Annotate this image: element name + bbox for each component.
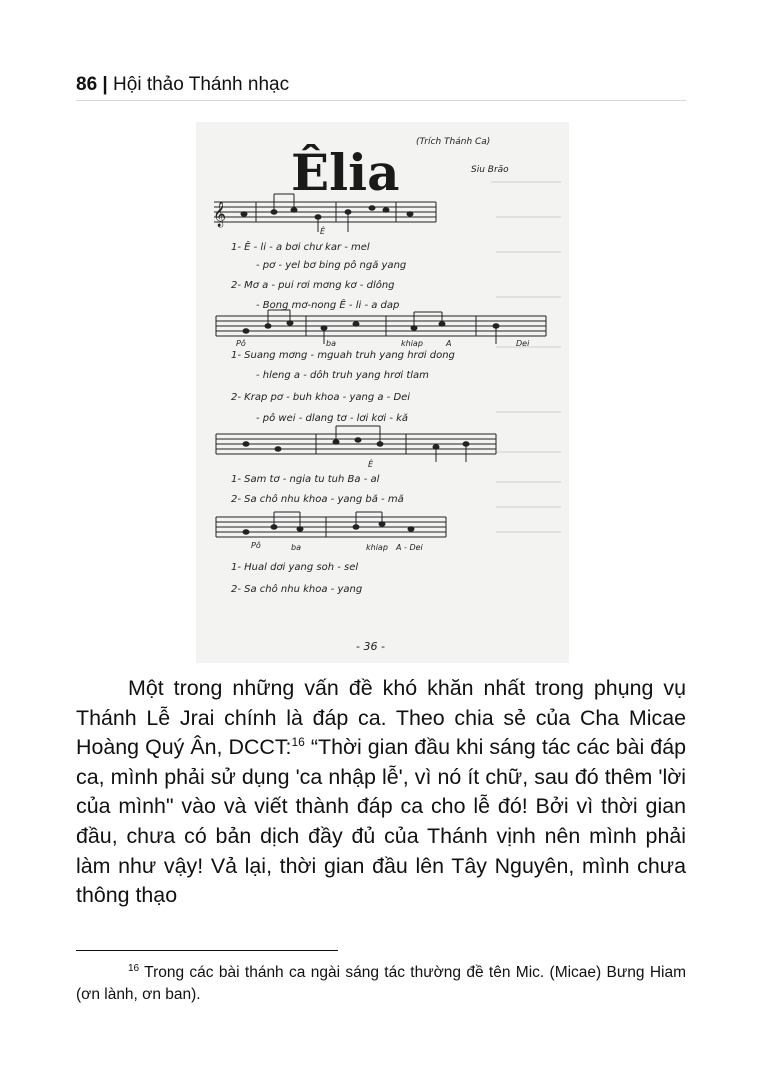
footnote-divider xyxy=(76,950,338,951)
bleed-through-marks xyxy=(491,182,561,532)
sheet-music-image xyxy=(196,122,569,663)
lyric-line: 1- Hual dơi yang soh - sel xyxy=(231,562,359,573)
lyric-line: 1- Suang mơng - mguah truh yang hrơi dong xyxy=(231,350,455,361)
treble-clef-icon: 𝄞 xyxy=(213,201,227,226)
chord-mark: Ê xyxy=(368,460,374,469)
chord-mark: khiap xyxy=(401,339,423,348)
lyric-line: - pơ - yel bơ bing pô ngă yang xyxy=(256,260,407,271)
page-number: 86 xyxy=(76,74,98,95)
scan-page-marker: - 36 - xyxy=(356,640,385,653)
footnote-reference[interactable]: 16 xyxy=(291,735,305,750)
lyric-line: 1- Ê - li - a bơi chư kar - mel xyxy=(231,242,370,253)
staff-2-notes xyxy=(243,310,499,344)
chord-mark: Pô xyxy=(251,541,261,550)
footnote xyxy=(76,962,686,1006)
chord-mark: ba xyxy=(291,543,301,552)
staff-3 xyxy=(216,434,496,454)
lyric-line: 2- Sa chô nhu khoa - yang xyxy=(231,584,363,595)
paragraph-text-start: Một trong những vấn đề khó khăn nhất trong phụng vụ Thánh Lễ Jrai chính là đáp ca. Theo chia sẻ của Cha Micae Hoàng Quý Ân, DCCT: xyxy=(76,676,686,760)
lyric-line: 2- Sa chô nhu khoa - yang bă - mă xyxy=(231,494,404,505)
lyric-line: 2- Mơ a - pui rơi mơng kơ - dlông xyxy=(231,280,395,291)
body-paragraph xyxy=(76,674,686,911)
composer-tag: Siu Brão xyxy=(471,165,509,175)
running-header xyxy=(76,74,686,101)
lyric-line: 2- Krap pơ - buh khoa - yang a - Dei xyxy=(231,392,411,403)
paragraph-text-end: “Thời gian đầu khi sáng tác các bài đáp ca, mình phải sử dụng 'ca nhập lễ', vì nó ít chữ, sau đó thêm 'lời của mình" vào và viết thành đáp ca cho lễ đó! Bởi vì thời gian đầu, chưa có bản dịch đầy đủ của Thánh vịnh nên mình phải làm như vậy! Vả lại, thời gian đầu lên Tây Nguyên, mình chưa thông thạo xyxy=(76,735,686,908)
lyric-line: 1- Sam tơ - ngia tu tuh Ba - al xyxy=(231,474,380,485)
chord-mark: Ê xyxy=(320,227,326,236)
staff-4-notes xyxy=(243,512,414,534)
sheet-music-scan xyxy=(196,122,569,663)
lyric-line: - Bong mơ-nong Ê - li - a dap xyxy=(256,300,400,311)
chord-mark: ba xyxy=(326,339,336,348)
staff-1 xyxy=(214,202,436,222)
lyric-line: - hleng a - dôh truh yang hrơi tlam xyxy=(256,370,429,381)
chord-mark: A xyxy=(446,339,452,348)
header-title: Hội thảo Thánh nhạc xyxy=(113,74,290,95)
chord-mark: khiap xyxy=(366,543,388,552)
footnote-text: Trong các bài thánh ca ngài sáng tác thường đề tên Mic. (Micae) Bưng Hiam (ơn lành, ơn ban). xyxy=(76,964,686,1003)
chord-mark: A - Dei xyxy=(396,543,423,552)
lyric-line: - pô wei - dlang tơ - lơi kơi - kă xyxy=(256,413,409,424)
chord-mark: Pô xyxy=(236,339,246,348)
footnote-number: 16 xyxy=(128,962,140,974)
header-separator: | xyxy=(102,74,108,95)
song-title: Êlia xyxy=(291,143,400,202)
chord-mark: Dei xyxy=(516,339,530,348)
margin-text: (Trích Thánh Ca) xyxy=(416,137,491,147)
